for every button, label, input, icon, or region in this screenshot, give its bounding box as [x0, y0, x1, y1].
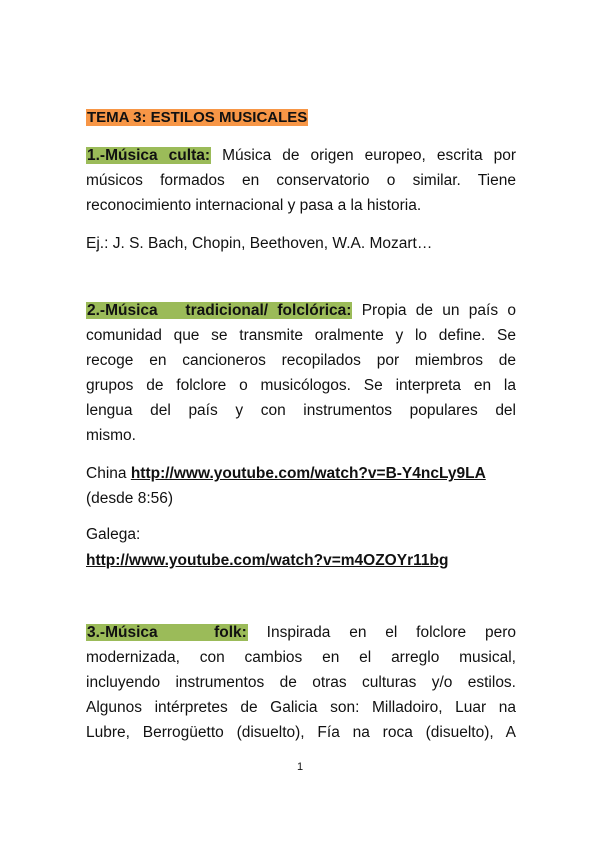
title-highlight: TEMA 3: ESTILOS MUSICALES [87, 109, 308, 126]
section-2-line-3: recoge en cancioneros recopilados por miembros de [86, 352, 516, 369]
section-1-example: Ej.: J. S. Bach, Chopin, Beethoven, W.A. Mozart… [86, 235, 433, 252]
section-2-heading: 2.-Música tradicional/ folclórica: [87, 302, 352, 319]
section-3-heading: 3.-Música folk: [87, 624, 247, 641]
section-2-line-1: Propia de un país o [361, 302, 516, 319]
china-note: (desde 8:56) [86, 490, 174, 507]
page-title [86, 108, 308, 128]
section-1-paragraph [86, 143, 516, 218]
galega-line [86, 548, 448, 573]
section-1-heading: 1.-Música culta: [87, 147, 211, 164]
section-1-line-1: Música de origen europeo, escrita por [222, 147, 517, 164]
section-1-line-3: reconocimiento internacional y pasa a la historia. [86, 197, 422, 214]
section-3-line-2: modernizada, con cambios en el arreglo musical, [86, 649, 516, 666]
section-1-line-2: músicos formados en conservatorio o similar. Tiene [86, 172, 516, 189]
section-2-line-2: comunidad que se transmite oralmente y lo define. Se [86, 327, 516, 344]
china-line [86, 461, 486, 486]
galega-video-link[interactable]: http://www.youtube.com/watch?v=m4OZOYr11bg [86, 552, 449, 569]
section-3-line-4: Algunos intérpretes de Galicia son: Milladoiro, Luar na [86, 699, 516, 716]
china-video-link[interactable]: http://www.youtube.com/watch?v=B-Y4ncLy9LA [130, 465, 486, 482]
section-2-line-6: mismo. [86, 427, 136, 444]
section-2-line-5: lengua del país y con instrumentos populares del [86, 402, 516, 419]
section-3-line-1: Inspirada en el folclore pero [266, 624, 516, 641]
china-label: China [86, 465, 127, 482]
section-3-line-3: incluyendo instrumentos de otras culturas y/o estilos. [86, 674, 516, 691]
section-2-line-4: grupos de folclore o musicólogos. Se interpreta en la [86, 377, 516, 394]
page-number: 1 [296, 761, 304, 773]
section-3-paragraph [86, 620, 516, 745]
section-2-paragraph [86, 298, 516, 448]
section-3-line-5: Lubre, Berrogüetto (disuelto), Fía na roca (disuelto), A [86, 724, 516, 741]
galega-label: Galega: [86, 526, 141, 543]
